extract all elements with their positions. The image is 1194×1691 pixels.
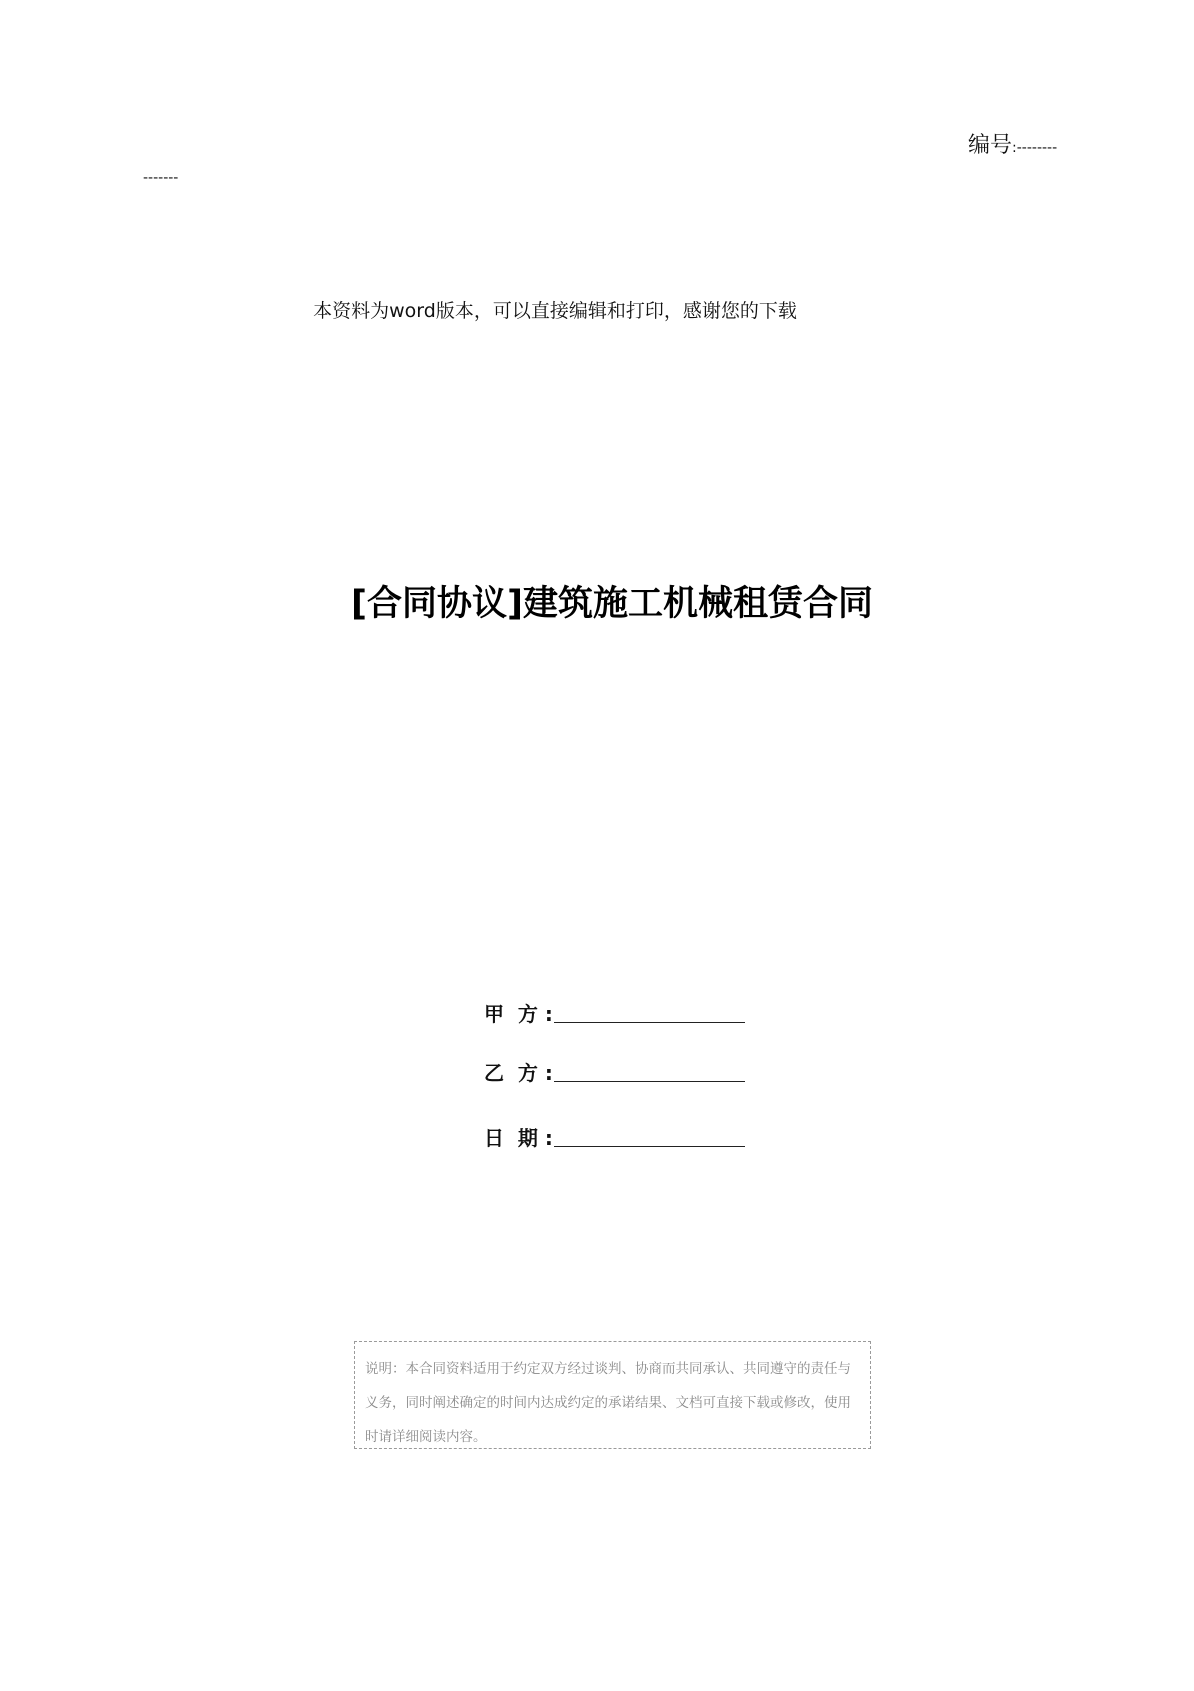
note-box — [354, 1341, 871, 1449]
party-b-field[interactable] — [554, 1059, 745, 1082]
date-label: 日 期 : — [484, 1126, 553, 1150]
date-row — [484, 1119, 745, 1151]
serial-dashes-continued: ------- — [143, 170, 179, 186]
serial-separator: : — [1012, 140, 1017, 156]
party-a-label: 甲 方 : — [484, 1002, 553, 1026]
party-a-field[interactable] — [554, 1000, 745, 1023]
party-b-label: 乙 方 : — [484, 1061, 553, 1085]
date-field[interactable] — [554, 1124, 745, 1147]
intro-text: 本资料为word版本，可以直接编辑和打印，感谢您的下载 — [313, 300, 797, 322]
serial-dashes: -------- — [1016, 140, 1058, 156]
party-b-row — [484, 1054, 745, 1086]
party-a-row — [484, 995, 745, 1027]
note-text: 说明：本合同资料适用于约定双方经过谈判、协商而共同承认、共同遵守的责任与义务，同时阐述确定的时间内达成约定的承诺结果、文档可直接下载或修改，使用时请详细阅读内容。 — [365, 1361, 851, 1445]
serial-number — [968, 128, 1057, 159]
serial-label: 编号 — [968, 133, 1013, 158]
document-title: [合同协议]建筑施工机械租赁合同 — [351, 584, 873, 624]
